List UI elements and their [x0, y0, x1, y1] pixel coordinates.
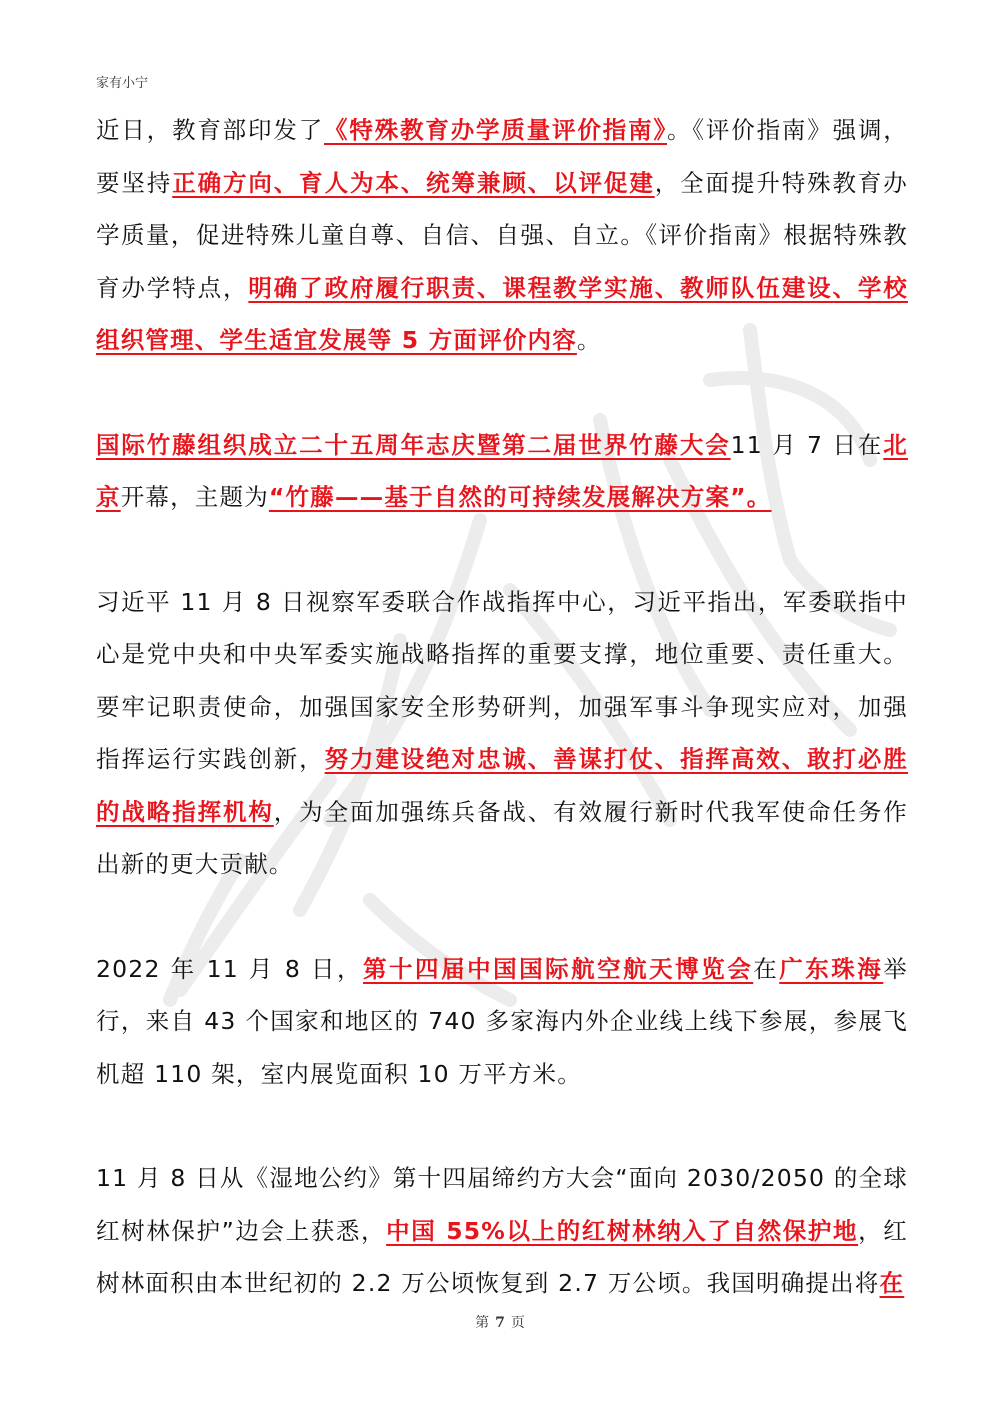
highlight-airshow-name: 第十四届中国国际航空航天博览会 — [363, 954, 754, 983]
highlight-airshow-location: 广东珠海 — [779, 954, 884, 983]
highlight-principles: 正确方向、育人为本、统筹兼顾、以评促建 — [172, 168, 655, 197]
text-segment: 11 月 8 日从《湿地公约》第十四届缔约方大会“面向 2030/2050 的全球红树林保护”边会上获悉， — [96, 1164, 908, 1245]
text-segment: 在 — [753, 954, 780, 983]
text-segment: ，为全面加强练兵备战、有效履行新时代我军使命任务作出新的更大贡献。 — [96, 797, 908, 878]
paragraph-airshow — [96, 943, 908, 1101]
highlight-evaluation-content: 明确了政府履行职责、课程教学实施、教师队伍建设、学校组织管理、学生适宜发展等 5 方面评价内容 — [96, 273, 909, 354]
paragraph-joint-command — [96, 576, 908, 891]
paragraph-mangrove — [96, 1152, 908, 1310]
text-segment: 。 — [576, 326, 602, 354]
highlight-command-goal: 努力建设绝对忠诚、善谋打仗、指挥高效、敢打必胜的战略指挥机构 — [96, 745, 908, 826]
highlight-guideline-title: 《特殊教育办学质量评价指南》 — [324, 116, 667, 144]
text-segment: 2022 年 11 月 8 日， — [96, 954, 364, 983]
document-body — [96, 104, 908, 1362]
text-segment: 习近平 11 月 8 日视察军委联合作战指挥中心，习近平指出，军委联指中心是党中央和中央军委实施战略指挥的重要支撑，地位重要、责任重大。要牢记职责使命，加强国家安全形势研判，加强军事斗争现实应对，加强指挥运行实践创新， — [96, 587, 908, 773]
highlight-theme: “竹藤——基于自然的可持续发展解决方案”。 — [268, 483, 772, 511]
document-header-label: 家有小宁 — [96, 76, 149, 91]
page-suffix: 页 — [510, 1315, 525, 1331]
highlight-mangrove-protection: 中国 55%以上的红树林纳入了自然保护地 — [386, 1216, 859, 1245]
page-footer — [0, 1312, 1000, 1332]
page-number: 7 — [495, 1315, 505, 1331]
highlight-location: 北京 — [96, 430, 908, 511]
text-segment: 举行，来自 43 个国家和地区的 740 多家海内外企业线上线下参展，参展飞机超 110 架，室内展览面积 10 万平方米。 — [96, 954, 908, 1088]
text-segment: 近日，教育部印发了 — [96, 116, 325, 144]
text-segment: ，全面提升特殊教育办学质量，促进特殊儿童自尊、自信、自强、自立。《评价指南》根据特殊教育办学特点， — [96, 168, 908, 302]
text-segment: 开幕，主题为 — [120, 483, 269, 511]
highlight-continuation: 在 — [879, 1269, 905, 1297]
text-segment: ，红树林面积由本世纪初的 2.2 万公顷恢复到 2.7 万公顷。我国明确提出将 — [96, 1216, 908, 1297]
paragraph-bamboo-rattan — [96, 419, 908, 524]
highlight-congress-name: 国际竹藤组织成立二十五周年志庆暨第二届世界竹藤大会 — [96, 430, 731, 459]
text-segment: 11 月 7 日在 — [730, 430, 884, 459]
paragraph-special-education — [96, 104, 908, 367]
text-segment: 。《评价指南》强调，要坚持 — [96, 116, 908, 197]
page-prefix: 第 — [475, 1315, 490, 1331]
